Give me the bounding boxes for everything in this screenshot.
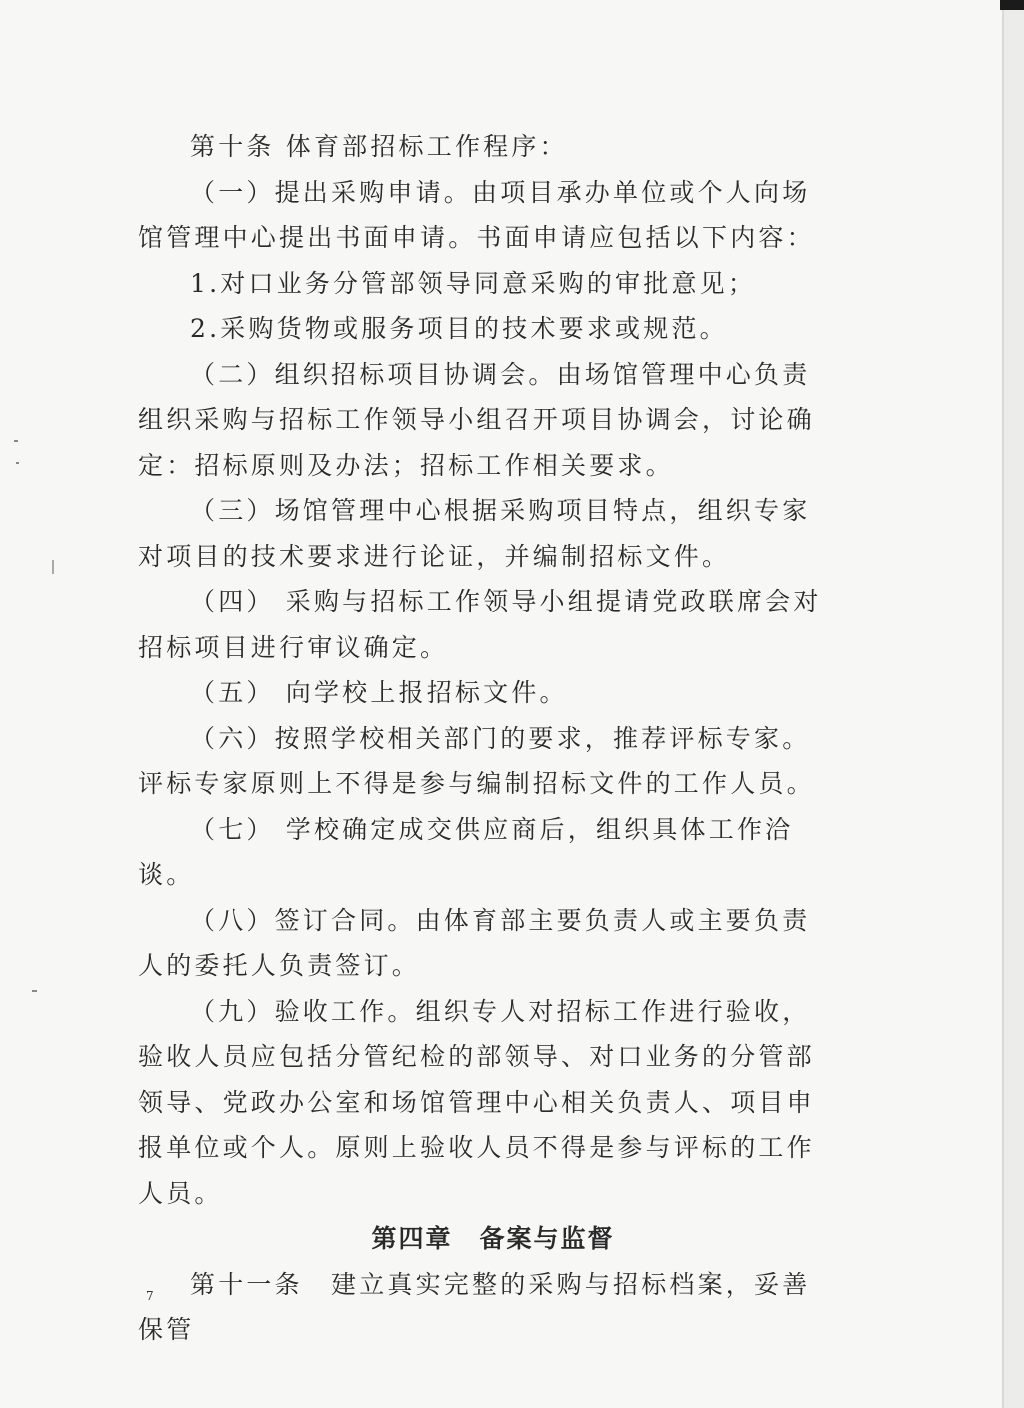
item-1-submit-request: （一）提出采购申请。由项目承办单位或个人向场馆管理中心提出书面申请。书面申请应包括以下内容： (138, 177, 815, 252)
scan-speck (32, 990, 37, 992)
scan-speck (14, 440, 18, 442)
article-11-start: 第十一条 建立真实完整的采购与招标档案，妥善保管 (138, 1269, 811, 1344)
page-number: 7 (146, 1289, 154, 1303)
item-3-expert-review: （三）场馆管理中心根据采购项目特点，组织专家对项目的技术要求进行论证，并编制招标文件。 (138, 496, 811, 571)
item-4-review-approval: （四） 采购与招标工作领导小组提请党政联席会对招标项目进行审议确定。 (138, 587, 822, 662)
article-10-title: 第十条 体育部招标工作程序： (190, 132, 568, 161)
body-text (138, 124, 838, 1353)
item-9-acceptance: （九）验收工作。组织专人对招标工作进行验收，验收人员应包括分管纪检的部领导、对口业务的分管部领导、党政办公室和场馆管理中心相关负责人、项目申报单位或个人。原则上验收人员不得是参与评标的工作人员。 (138, 996, 815, 1208)
item-1-sub-1: 1.对口业务分管部领导同意采购的审批意见； (190, 268, 757, 298)
item-7-negotiation: （七） 学校确定成交供应商后，组织具体工作洽谈。 (138, 814, 794, 889)
scan-corner-mark (1000, 0, 1024, 10)
item-8-sign-contract: （八）签订合同。由体育部主要负责人或主要负责人的委托人负责签订。 (138, 905, 811, 980)
scan-speck (16, 462, 19, 464)
scan-speck (52, 560, 54, 574)
item-2-coordination-meeting: （二）组织招标项目协调会。由场馆管理中心负责组织采购与招标工作领导小组召开项目协调会，讨论确定：招标原则及办法；招标工作相关要求。 (138, 359, 815, 480)
scan-edge (1002, 0, 1024, 1408)
item-5-report-to-school: （五） 向学校上报招标文件。 (190, 678, 568, 707)
item-1-sub-2: 2.采购货物或服务项目的技术要求或规范。 (190, 314, 728, 343)
chapter-4-heading: 第四章 备案与监督 (371, 1224, 615, 1253)
item-6-recommend-experts: （六）按照学校相关部门的要求，推荐评标专家。评标专家原则上不得是参与编制招标文件的工作人员。 (138, 723, 815, 798)
